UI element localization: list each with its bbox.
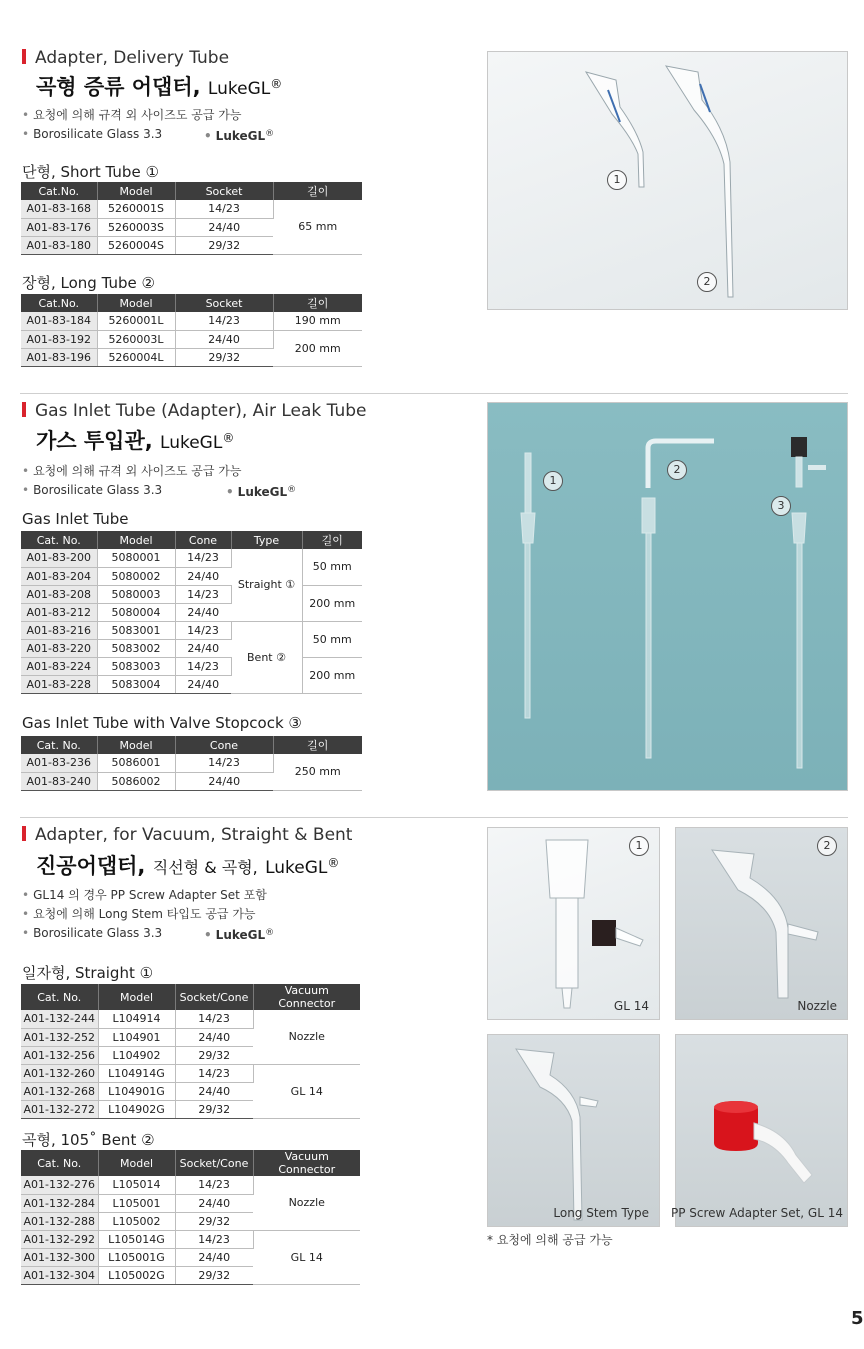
table-row: A01-83-192 5260003L 24/40 200 mm (21, 330, 362, 348)
photo-caption: Nozzle (797, 999, 837, 1013)
section2-bullets (22, 462, 297, 500)
table-row: A01-83-224 5083003 14/23 200 mm (21, 657, 362, 675)
table-row: A01-83-216 5083001 14/23 Bent ② 50 mm (21, 621, 362, 639)
brand-inline: • LukeGL® (204, 129, 275, 143)
column-header: 길이 (273, 182, 362, 200)
table-row: A01-83-204 5080002 24/40 (21, 567, 362, 585)
table-row: A01-132-284 L105001 24/40 (21, 1194, 360, 1212)
table-row: A01-83-176 5260003S 24/40 (21, 218, 362, 236)
pp-screw-adapter-photo (670, 1034, 848, 1227)
bent-table: Cat. No. Model Socket/Cone Vacuum Connector A01-132-276 L105014 14/23 Nozzle A01-132-284 L105001 24/40 A01-132-288 L105002 29/32 A01-132-292 L105014G 14/23 GL 14 A01-132-300 L105001G 24/40 A01-132-304 L105002G 29/32 (21, 1150, 360, 1285)
gas-inlet-photo (487, 402, 848, 791)
valve-stopcock-table: Cat. No. Model Cone 길이 A01-83-236 5086001 14/23 250 mm A01-83-240 5086002 24/40 (21, 736, 362, 791)
section1-title-ko: 곡형 증류 어댑터, LukeGL® (36, 75, 283, 99)
straight-table: Cat. No. Model Socket/Cone Vacuum Connector A01-132-244 L104914 14/23 Nozzle A01-132-252 L104901 24/40 A01-132-256 L104902 29/32 A01-132-260 L104914G 14/23 GL 14 A01-132-268 L104901G 24/40 A01-132-272 L104902G 29/32 (21, 984, 360, 1119)
table-row: A01-83-240 5086002 24/40 (21, 772, 362, 790)
table-row: A01-132-260 L104914G 14/23 GL 14 (21, 1064, 360, 1082)
section-divider (20, 393, 848, 394)
short-tube-table (21, 182, 362, 255)
section1-title: Adapter, Delivery Tube (22, 48, 229, 68)
page-number: 5 (851, 1308, 864, 1329)
section1-bullets (22, 106, 275, 144)
photo-badge-2: 2 (817, 836, 837, 856)
vacuum-bent-illustration (676, 828, 849, 1021)
table-row: A01-83-168 5260001S 14/23 65 mm (21, 200, 362, 218)
table-row: A01-83-236 5086001 14/23 250 mm (21, 754, 362, 772)
long-stem-photo (487, 1034, 660, 1227)
table-row: A01-132-272 L104902G 29/32 (21, 1100, 360, 1118)
long-tube-title: 장형, Long Tube ② (22, 274, 155, 292)
table-row: A01-132-304 L105002G 29/32 (21, 1266, 360, 1284)
table-row: A01-132-288 L105002 29/32 (21, 1212, 360, 1230)
bullet-item: • GL14 의 경우 PP Screw Adapter Set 포함 (22, 888, 267, 902)
photo-caption: PP Screw Adapter Set, GL 14 (670, 1206, 843, 1220)
gas-inlet-title: Gas Inlet Tube (22, 510, 129, 528)
table-row: A01-132-256 L104902 29/32 (21, 1046, 360, 1064)
bullet-item: • 요청에 의해 규격 외 사이즈도 공급 가능 (22, 464, 242, 478)
table-row: A01-132-276 L105014 14/23 Nozzle (21, 1176, 360, 1194)
photo-badge-2: 2 (667, 460, 687, 480)
photo-badge-1: 1 (543, 471, 563, 491)
column-header: Socket (175, 182, 273, 200)
photo-badge-3: 3 (771, 496, 791, 516)
section3-title-ko: 진공어댑터, 직선형 & 곡형, LukeGL® (36, 854, 340, 878)
bullet-item: • 요청에 의해 Long Stem 타입도 공급 가능 (22, 907, 256, 921)
long-stem-illustration (488, 1035, 661, 1228)
straight-title: 일자형, Straight ① (22, 964, 154, 982)
long-tube-table: Cat.No. Model Socket 길이 A01-83-184 5260001L 14/23 190 mm A01-83-192 5260003L 24/40 200 mm A01-83-196 5260004L 29/32 (21, 294, 362, 367)
brand-inline: • LukeGL® (204, 928, 275, 942)
section2-title-ko: 가스 투입관, LukeGL® (36, 429, 235, 453)
vacuum-straight-illustration (488, 828, 661, 1021)
column-header: Cat.No. (21, 182, 97, 200)
section3-title: Adapter, for Vacuum, Straight & Bent (22, 825, 352, 845)
table-row: A01-83-212 5080004 24/40 (21, 603, 362, 621)
photo-badge-1: 1 (607, 170, 627, 190)
bullet-item: • Borosilicate Glass 3.3 • LukeGL® (22, 125, 241, 144)
pp-screw-adapter-illustration (676, 1035, 849, 1228)
delivery-tube-illustration (488, 52, 849, 311)
table-row: A01-83-208 5080003 14/23 200 mm (21, 585, 362, 603)
photo-badge-1: 1 (629, 836, 649, 856)
brand-inline: • LukeGL® (226, 485, 297, 499)
valve-stopcock-title: Gas Inlet Tube with Valve Stopcock ③ (22, 714, 302, 732)
table-row: A01-83-228 5083004 24/40 (21, 675, 362, 693)
table-row: A01-83-220 5083002 24/40 (21, 639, 362, 657)
section3-bullets (22, 886, 275, 943)
table-row: A01-83-180 5260004S 29/32 (21, 236, 362, 254)
gas-inlet-table: Cat. No. Model Cone Type 길이 A01-83-200 5080001 14/23 Straight ① 50 mm A01-83-204 5080002 24/40 A01-83-208 5080003 14/23 200 mm A01-83-212 5080004 24/40 A01-83-216 5083001 14/23 Bent ② 50 mm A01-83-220 5083002 24/40 A01-83-224 5083003 14/23 200 mm A01-83-228 5083004 24/40 (21, 531, 362, 694)
table-row: A01-83-184 5260001L 14/23 190 mm (21, 312, 362, 330)
table-row: A01-132-244 L104914 14/23 Nozzle (21, 1010, 360, 1028)
table-row: A01-132-268 L104901G 24/40 (21, 1082, 360, 1100)
column-header: Model (97, 182, 175, 200)
photo-caption: Long Stem Type (553, 1206, 649, 1220)
delivery-tube-photo (487, 51, 848, 310)
bullet-item: • Borosilicate Glass 3.3 • LukeGL® (22, 481, 241, 500)
bent-title: 곡형, 105˚ Bent ② (22, 1131, 155, 1149)
table-row: A01-83-200 5080001 14/23 Straight ① 50 mm (21, 549, 362, 567)
supply-note: * 요청에 의해 공급 가능 (487, 1233, 613, 1247)
section-divider (20, 817, 848, 818)
section2-title: Gas Inlet Tube (Adapter), Air Leak Tube (22, 401, 367, 421)
table-row: A01-132-252 L104901 24/40 (21, 1028, 360, 1046)
bullet-item: • Borosilicate Glass 3.3 • LukeGL® (22, 924, 267, 943)
photo-caption: GL 14 (613, 999, 649, 1013)
short-tube-title: 단형, Short Tube ① (22, 163, 159, 181)
gas-inlet-illustration (488, 403, 849, 792)
vacuum-bent-photo (675, 827, 848, 1020)
table-row: A01-132-292 L105014G 14/23 GL 14 (21, 1230, 360, 1248)
title-bar-marker (22, 49, 26, 64)
table-row: A01-83-196 5260004L 29/32 (21, 348, 362, 366)
table-row: A01-132-300 L105001G 24/40 (21, 1248, 360, 1266)
vacuum-straight-photo (487, 827, 660, 1020)
bullet-item: • 요청에 의해 규격 외 사이즈도 공급 가능 (22, 108, 242, 122)
photo-badge-2: 2 (697, 272, 717, 292)
